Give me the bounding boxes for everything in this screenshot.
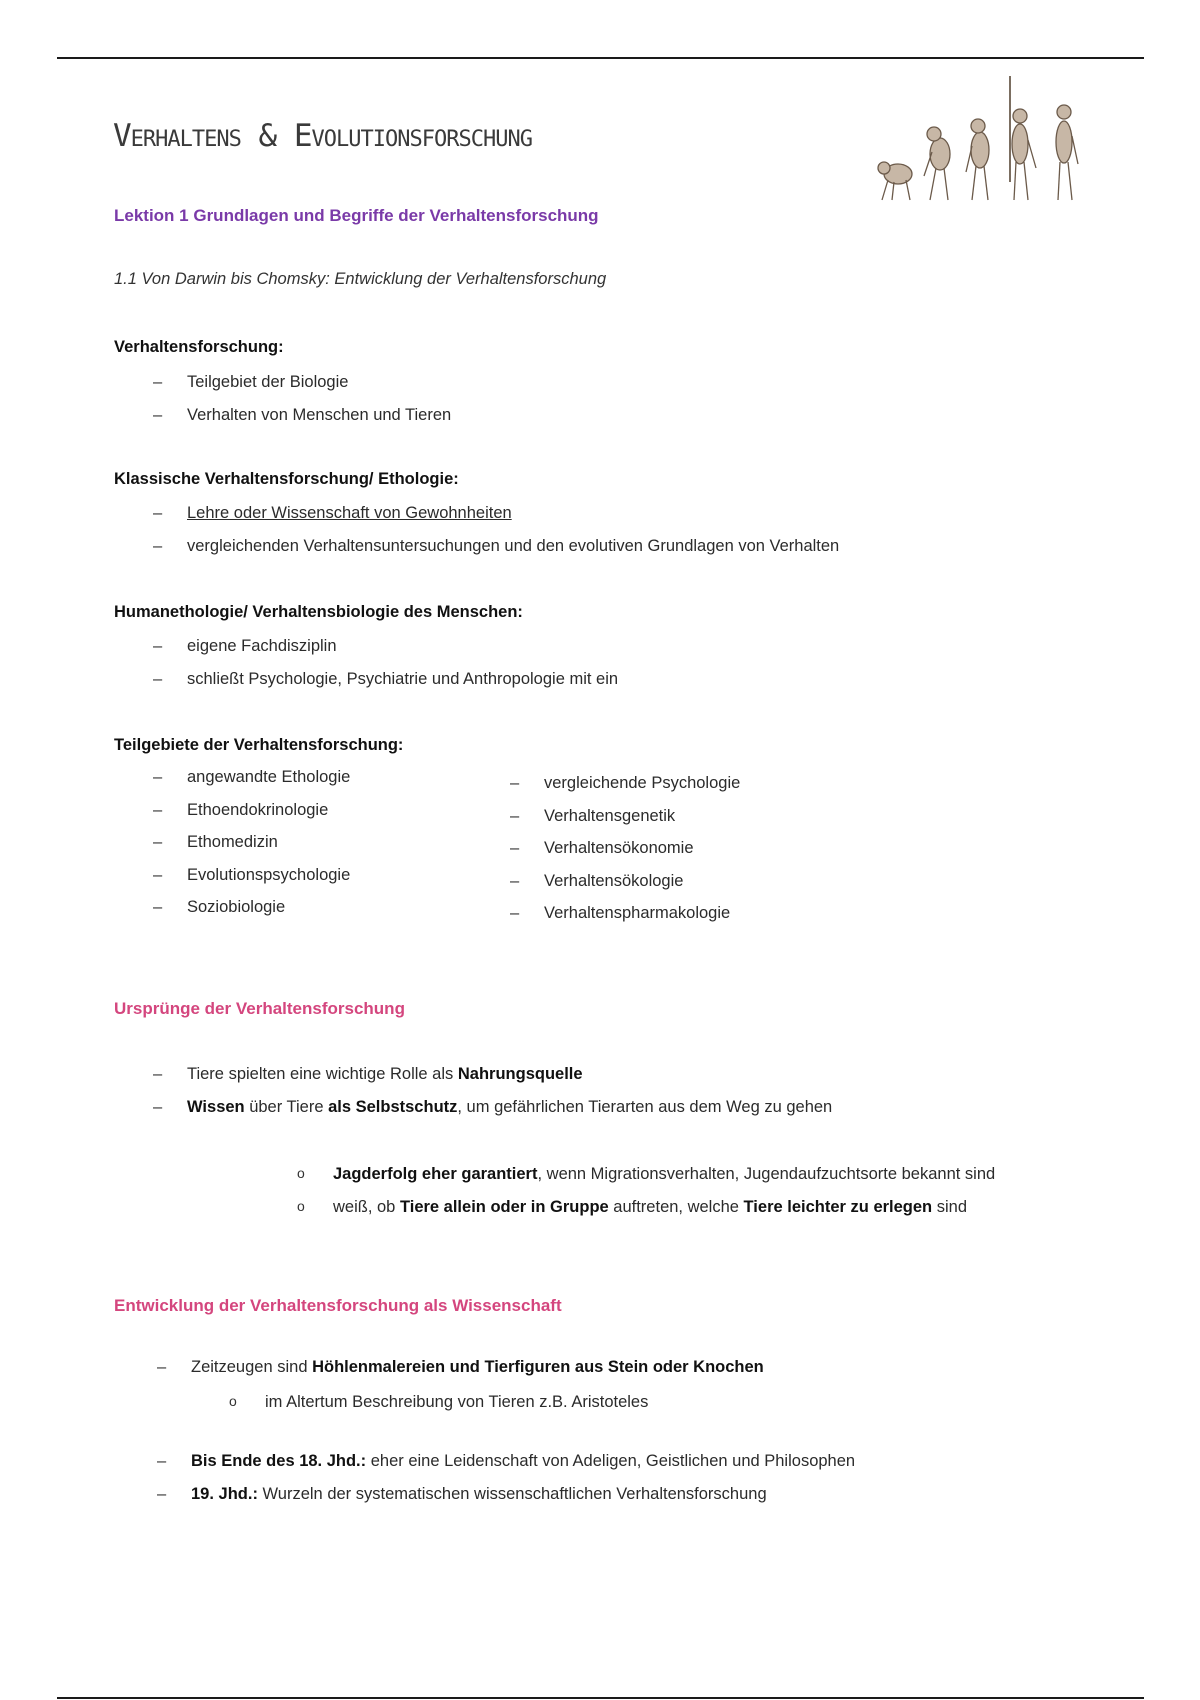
list-item xyxy=(157,1351,764,1384)
list-item xyxy=(297,1158,995,1191)
list-teilgebiete-left xyxy=(153,761,350,924)
list-item xyxy=(153,1091,832,1124)
list-item: – vergleichenden Verhaltensuntersuchungen und den evolutiven Grundlagen von Verhalten xyxy=(153,530,839,563)
bold-text: Wissen xyxy=(187,1097,245,1116)
sublist-entwicklung xyxy=(229,1386,648,1419)
list-item xyxy=(157,1445,855,1478)
lesson-heading: Lektion 1 Grundlagen und Begriffe der Verhaltensforschung xyxy=(114,206,599,225)
bold-text: Bis Ende des 18. Jhd.: xyxy=(191,1452,367,1470)
underlined-text: Lehre oder Wissenschaft von Gewohnheiten xyxy=(187,504,512,522)
list-humanethologie xyxy=(153,630,618,695)
list-item: – Soziobiologie xyxy=(153,891,350,924)
list-item: – vergleichende Psychologie xyxy=(510,767,740,800)
text: Tiere spielten eine wichtige Rolle als xyxy=(187,1065,458,1083)
sublist-ursprunge xyxy=(297,1158,995,1223)
text: , wenn Migrationsverhalten, Jugendaufzuchtsorte bekannt sind xyxy=(537,1165,996,1183)
list-item: – Verhaltensökologie xyxy=(510,865,740,898)
list-item: – Ethomedizin xyxy=(153,826,350,859)
heading-teilgebiete: Teilgebiete der Verhaltensforschung: xyxy=(114,736,404,754)
bottom-rule xyxy=(57,1697,1144,1699)
bold-text: Höhlenmalereien und Tierfiguren aus Stein oder Knochen xyxy=(312,1358,764,1376)
heading-humanethologie: Humanethologie/ Verhaltensbiologie des Menschen: xyxy=(114,603,523,621)
list-item: – Verhaltensökonomie xyxy=(510,832,740,865)
list-item: – Verhaltensgenetik xyxy=(510,800,740,833)
heading-verhaltensforschung: Verhaltensforschung: xyxy=(114,338,284,356)
list-item xyxy=(153,497,839,530)
text: auftreten, welche xyxy=(608,1197,744,1216)
text: über Tiere xyxy=(244,1097,329,1116)
list-item xyxy=(297,1191,995,1224)
bold-text: 19. Jhd.: xyxy=(191,1484,258,1503)
list-item: – Ethoendokrinologie xyxy=(153,794,350,827)
text: Wurzeln der systematischen wissenschaftlichen Verhaltensforschung xyxy=(257,1484,767,1503)
list-item: – Verhaltenspharmakologie xyxy=(510,897,740,930)
bold-text: Tiere leichter zu erlegen xyxy=(743,1197,933,1216)
bold-text: als Selbstschutz xyxy=(328,1097,458,1116)
list-verhaltensforschung xyxy=(153,366,451,431)
list-teilgebiete-right xyxy=(510,767,740,930)
bold-text: Tiere allein oder in Gruppe xyxy=(399,1197,609,1216)
heading-ursprunge: Ursprünge der Verhaltensforschung xyxy=(114,999,405,1018)
list-item: – angewandte Ethologie xyxy=(153,761,350,794)
bold-text: Nahrungsquelle xyxy=(457,1065,583,1083)
list-item: – Teilgebiet der Biologie xyxy=(153,366,451,399)
text: , um gefährlichen Tierarten aus dem Weg zu gehen xyxy=(457,1097,833,1116)
section-subtitle: 1.1 Von Darwin bis Chomsky: Entwicklung der Verhaltensforschung xyxy=(114,270,607,288)
list-item xyxy=(157,1478,855,1511)
top-rule xyxy=(57,57,1144,59)
list-ursprunge xyxy=(153,1058,832,1123)
text: weiß, ob xyxy=(333,1197,400,1216)
bold-text: Jagderfolg eher garantiert xyxy=(333,1165,538,1183)
text: sind xyxy=(932,1197,967,1216)
text: Zeitzeugen sind xyxy=(191,1358,313,1376)
list-item: – schließt Psychologie, Psychiatrie und Anthropologie mit ein xyxy=(153,663,618,696)
heading-ethologie: Klassische Verhaltensforschung/ Ethologie: xyxy=(114,470,459,488)
text: eher eine Leidenschaft von Adeligen, Geistlichen und Philosophen xyxy=(366,1452,856,1470)
list-item xyxy=(153,1058,832,1091)
human-evolution-icon xyxy=(868,72,1108,212)
list-entwicklung-2 xyxy=(157,1445,855,1510)
list-item: – Evolutionspsychologie xyxy=(153,859,350,892)
list-item: o im Altertum Beschreibung von Tieren z.B. Aristoteles xyxy=(229,1386,648,1419)
list-entwicklung-1 xyxy=(157,1351,764,1384)
list-item: – Verhalten von Menschen und Tieren xyxy=(153,399,451,432)
heading-entwicklung: Entwicklung der Verhaltensforschung als Wissenschaft xyxy=(114,1296,562,1315)
page-title: Verhaltens & Evolutionsforschung xyxy=(113,118,532,154)
list-ethologie xyxy=(153,497,839,562)
list-item: – eigene Fachdisziplin xyxy=(153,630,618,663)
